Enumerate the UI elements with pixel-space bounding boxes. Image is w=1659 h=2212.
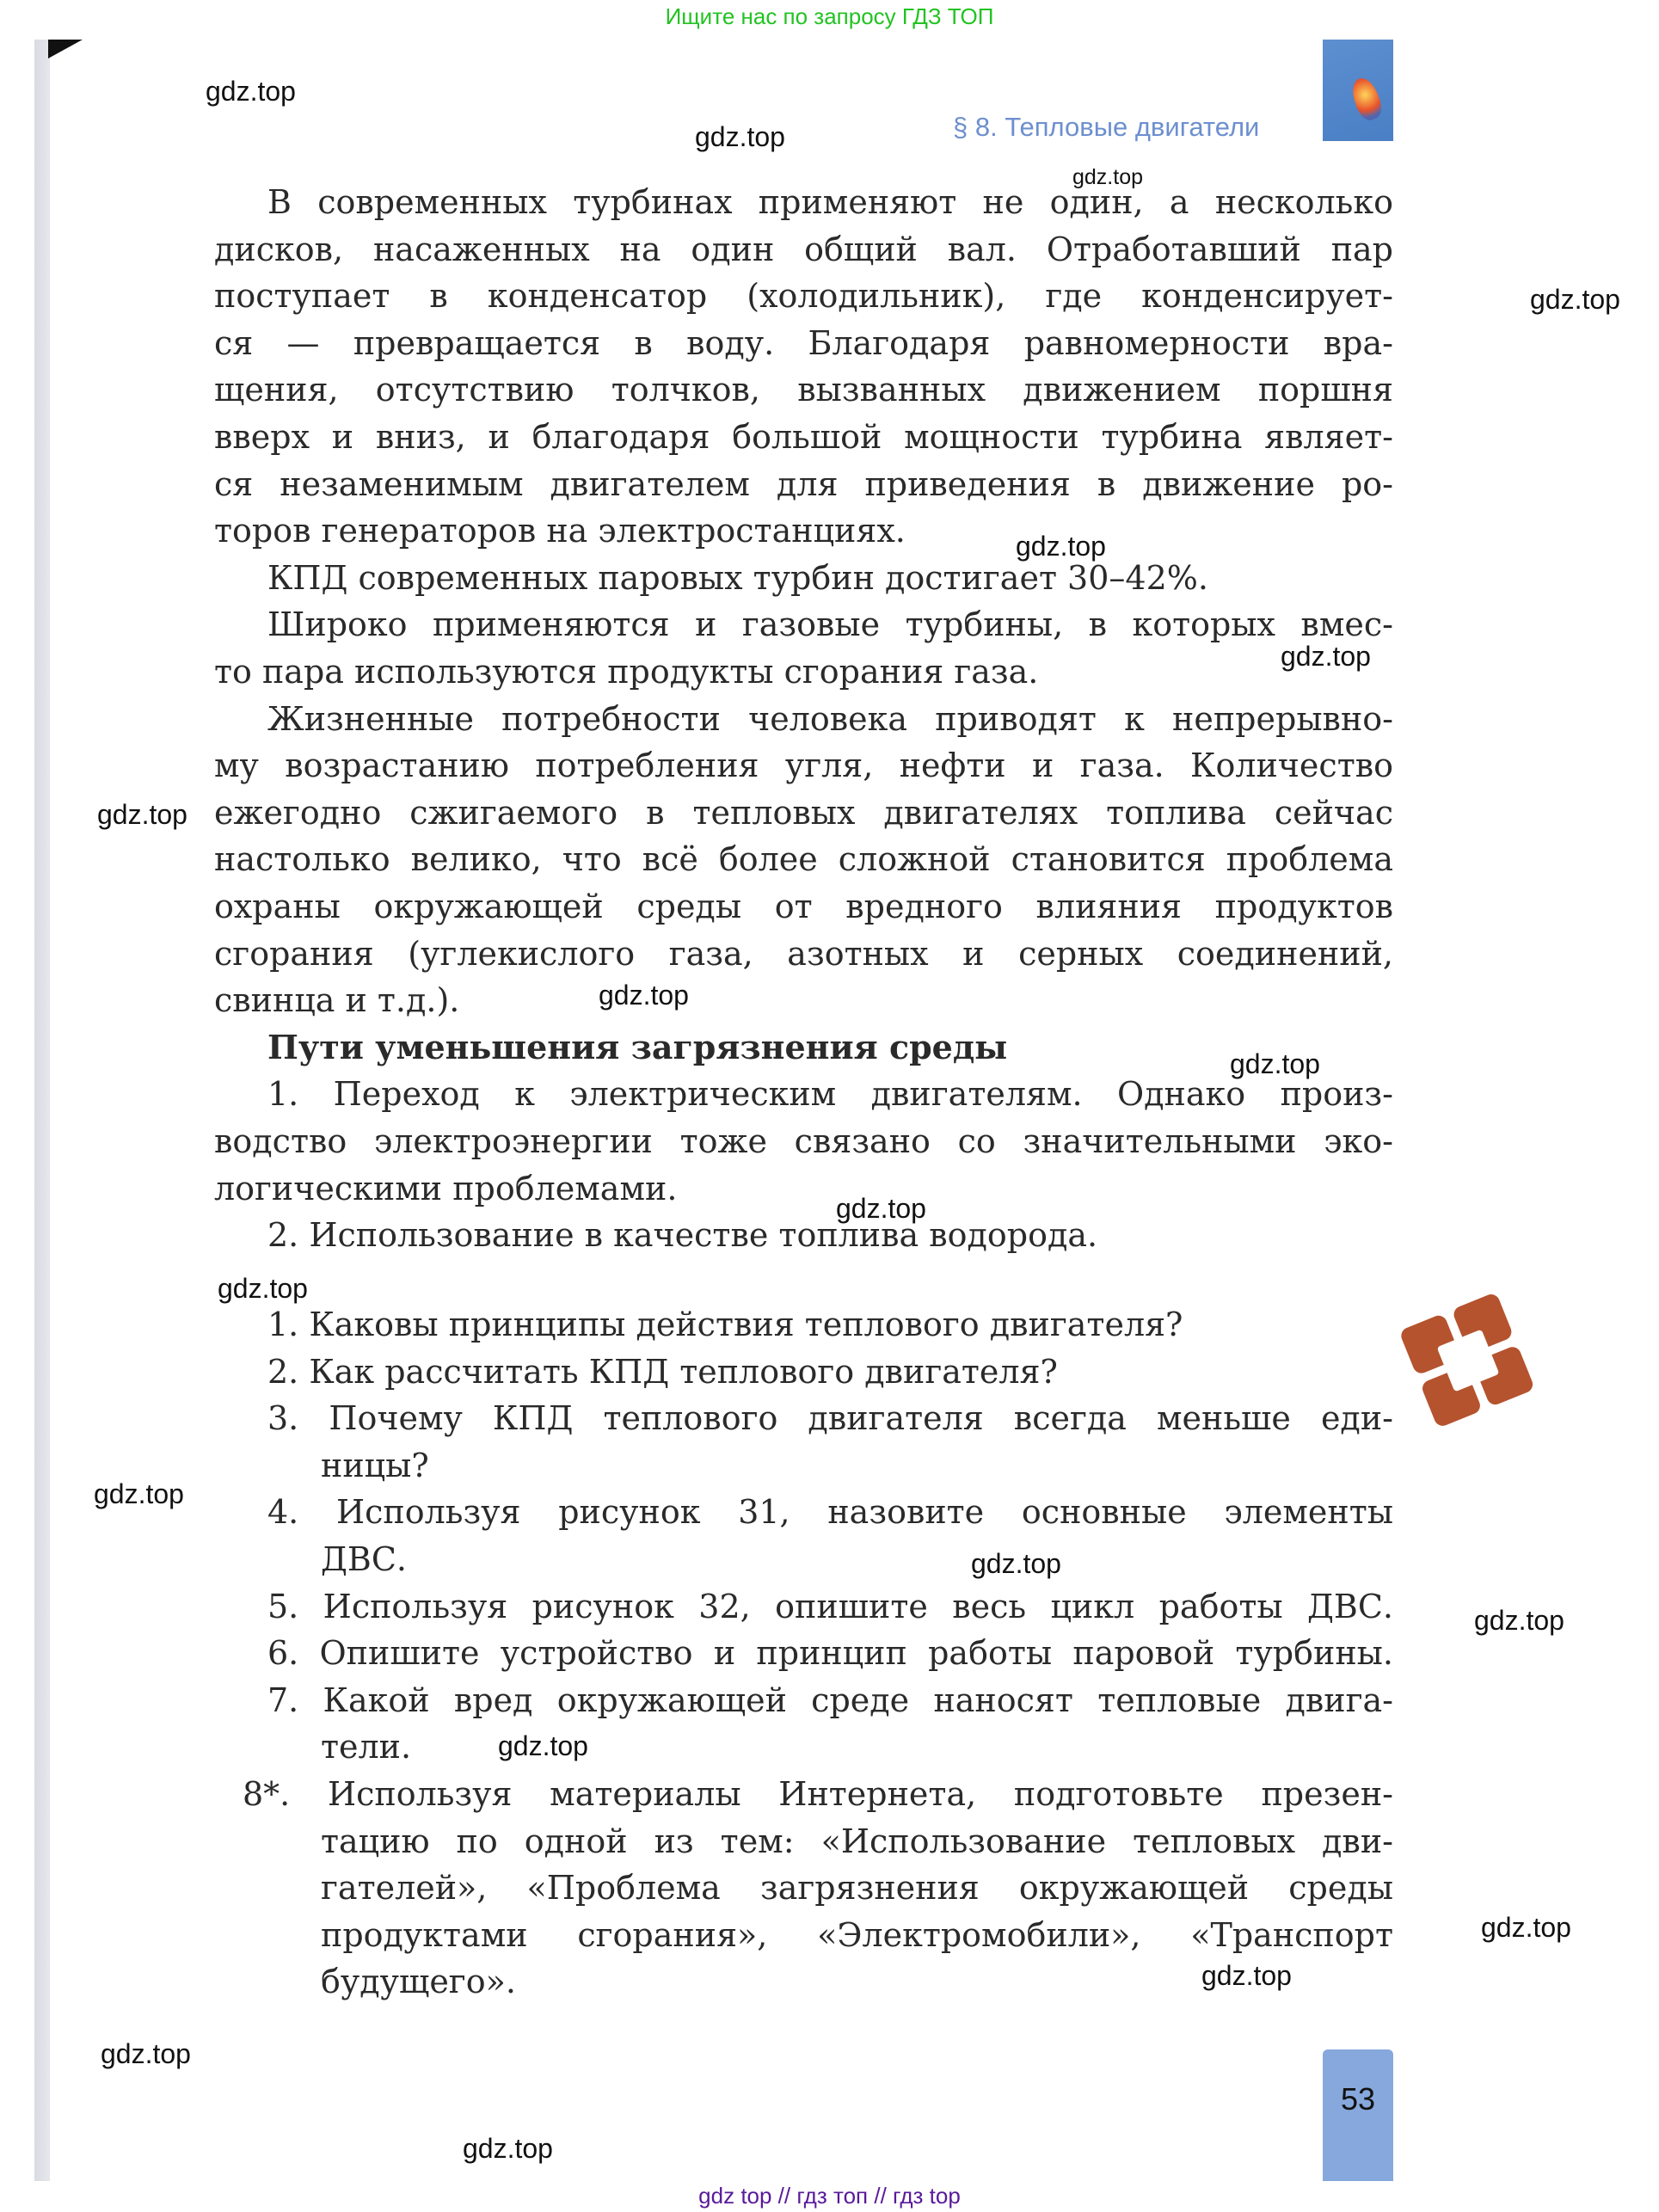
- question-line: 5. Используя рисунок 32, опишите весь цикл работы ДВС.: [267, 1587, 1393, 1625]
- text-line: ся незаменимым двигателем для приведения в движение ро-: [214, 464, 1393, 503]
- text-line: щения, отсутствию толчков, вызванных движением поршня: [214, 371, 1393, 409]
- watermark-text: gdz.top: [97, 799, 187, 830]
- text-line: В современных турбинах применяют не один, а несколько: [267, 183, 1393, 221]
- watermark-text: gdz.top: [695, 121, 785, 152]
- section-heading: Пути уменьшения загрязнения среды: [267, 1027, 1008, 1066]
- question-line: 2. Как рассчитать КПД теплового двигателя?: [267, 1352, 1058, 1391]
- question-line: гателей», «Проблема загрязнения окружающей среды: [321, 1869, 1393, 1908]
- question-line: тацию по одной из тем: «Использование тепловых дви-: [321, 1822, 1393, 1860]
- watermark-text: gdz.top: [1201, 1960, 1292, 1991]
- question-line: тели.: [321, 1728, 412, 1767]
- text-line: 1. Переход к электрическим двигателям. Однако произ-: [267, 1075, 1393, 1114]
- watermark-text: gdz.top: [1530, 284, 1620, 315]
- footer-watermark: gdz top // гдз топ // гдз top: [698, 2183, 961, 2209]
- text-line: дисков, насаженных на один общий вал. Отработавший пар: [214, 230, 1393, 268]
- question-line: будущего».: [321, 1963, 516, 2001]
- watermark-text: gdz.top: [971, 1548, 1061, 1579]
- watermark-text: gdz.top: [1072, 165, 1144, 189]
- text-line: КПД современных паровых турбин достигает 30–42%.: [267, 558, 1208, 597]
- page-corner: [48, 40, 83, 58]
- text-line: торов генераторов на электростанциях.: [214, 512, 906, 550]
- text-line: поступает в конденсатор (холодильник), где конденсирует-: [214, 277, 1393, 316]
- text-line: 2. Использование в качестве топлива водорода.: [267, 1216, 1098, 1255]
- question-line: 6. Опишите устройство и принцип работы паровой турбины.: [267, 1634, 1393, 1673]
- watermark-text: gdz.top: [498, 1730, 588, 1761]
- text-line: Жизненные потребности человека приводят к непрерывно-: [267, 699, 1393, 738]
- question-line: 1. Каковы принципы действия теплового двигателя?: [267, 1306, 1183, 1343]
- text-line: охраны окружающей среды от вредного влияния продуктов: [214, 888, 1393, 925]
- page-number: 53: [1340, 2081, 1376, 2117]
- section-title: § 8. Тепловые двигатели: [953, 112, 1260, 142]
- text-line: то пара используются продукты сгорания газа.: [214, 653, 1039, 691]
- text-line: сгорания (углекислого газа, азотных и серных соединений,: [214, 934, 1393, 973]
- text-line: Широко применяются и газовые турбины, в которых вмес-: [267, 605, 1393, 644]
- text-line: ежегодно сжигаемого в тепловых двигателях топлива сейчас: [214, 793, 1393, 832]
- text-line: му возрастанию потребления угля, нефти и газа. Количество: [214, 747, 1393, 785]
- question-line: 4. Используя рисунок 31, назовите основные элементы: [267, 1493, 1393, 1532]
- question-line: ницы?: [321, 1446, 429, 1484]
- watermark-text: gdz.top: [1474, 1605, 1564, 1636]
- watermark-text: gdz.top: [101, 2038, 191, 2069]
- text-line: водство электроэнергии тоже связано со значительными эко-: [214, 1122, 1393, 1160]
- watermark-text: gdz.top: [836, 1193, 926, 1224]
- text-line: свинца и т.д.).: [214, 981, 460, 1020]
- watermark-text: gdz.top: [206, 76, 296, 107]
- question-line: 8*. Используя материалы Интернета, подготовьте презен-: [243, 1775, 1393, 1813]
- watermark-text: gdz.top: [1016, 531, 1106, 562]
- watermark-text: gdz.top: [599, 980, 689, 1011]
- watermark-text: gdz.top: [1281, 641, 1371, 672]
- watermark-text: gdz.top: [218, 1273, 308, 1304]
- watermark-text: gdz.top: [1230, 1048, 1320, 1079]
- question-line: 3. Почему КПД теплового двигателя всегда меньше еди-: [267, 1399, 1393, 1438]
- question-line: продуктами сгорания», «Электромобили», «Транспорт: [321, 1915, 1393, 1954]
- text-line: вверх и вниз, и благодаря большой мощности турбина являет-: [214, 418, 1393, 456]
- question-line: 7. Какой вред окружающей среде наносят тепловые двига-: [267, 1681, 1393, 1719]
- watermark-text: gdz.top: [463, 2133, 553, 2164]
- watermark-text: gdz.top: [94, 1478, 184, 1509]
- search-banner: Ищите нас по запросу ГДЗ ТОП: [665, 3, 994, 29]
- text-line: логическими проблемами.: [214, 1169, 678, 1207]
- questions-logo-icon: [1398, 1291, 1537, 1429]
- watermark-text: gdz.top: [1481, 1912, 1571, 1943]
- text-line: настолько велико, что всё более сложной становится проблема: [214, 840, 1393, 879]
- question-line: ДВС.: [321, 1540, 407, 1578]
- text-line: ся — превращается в воду. Благодаря равномерности вра-: [214, 323, 1393, 362]
